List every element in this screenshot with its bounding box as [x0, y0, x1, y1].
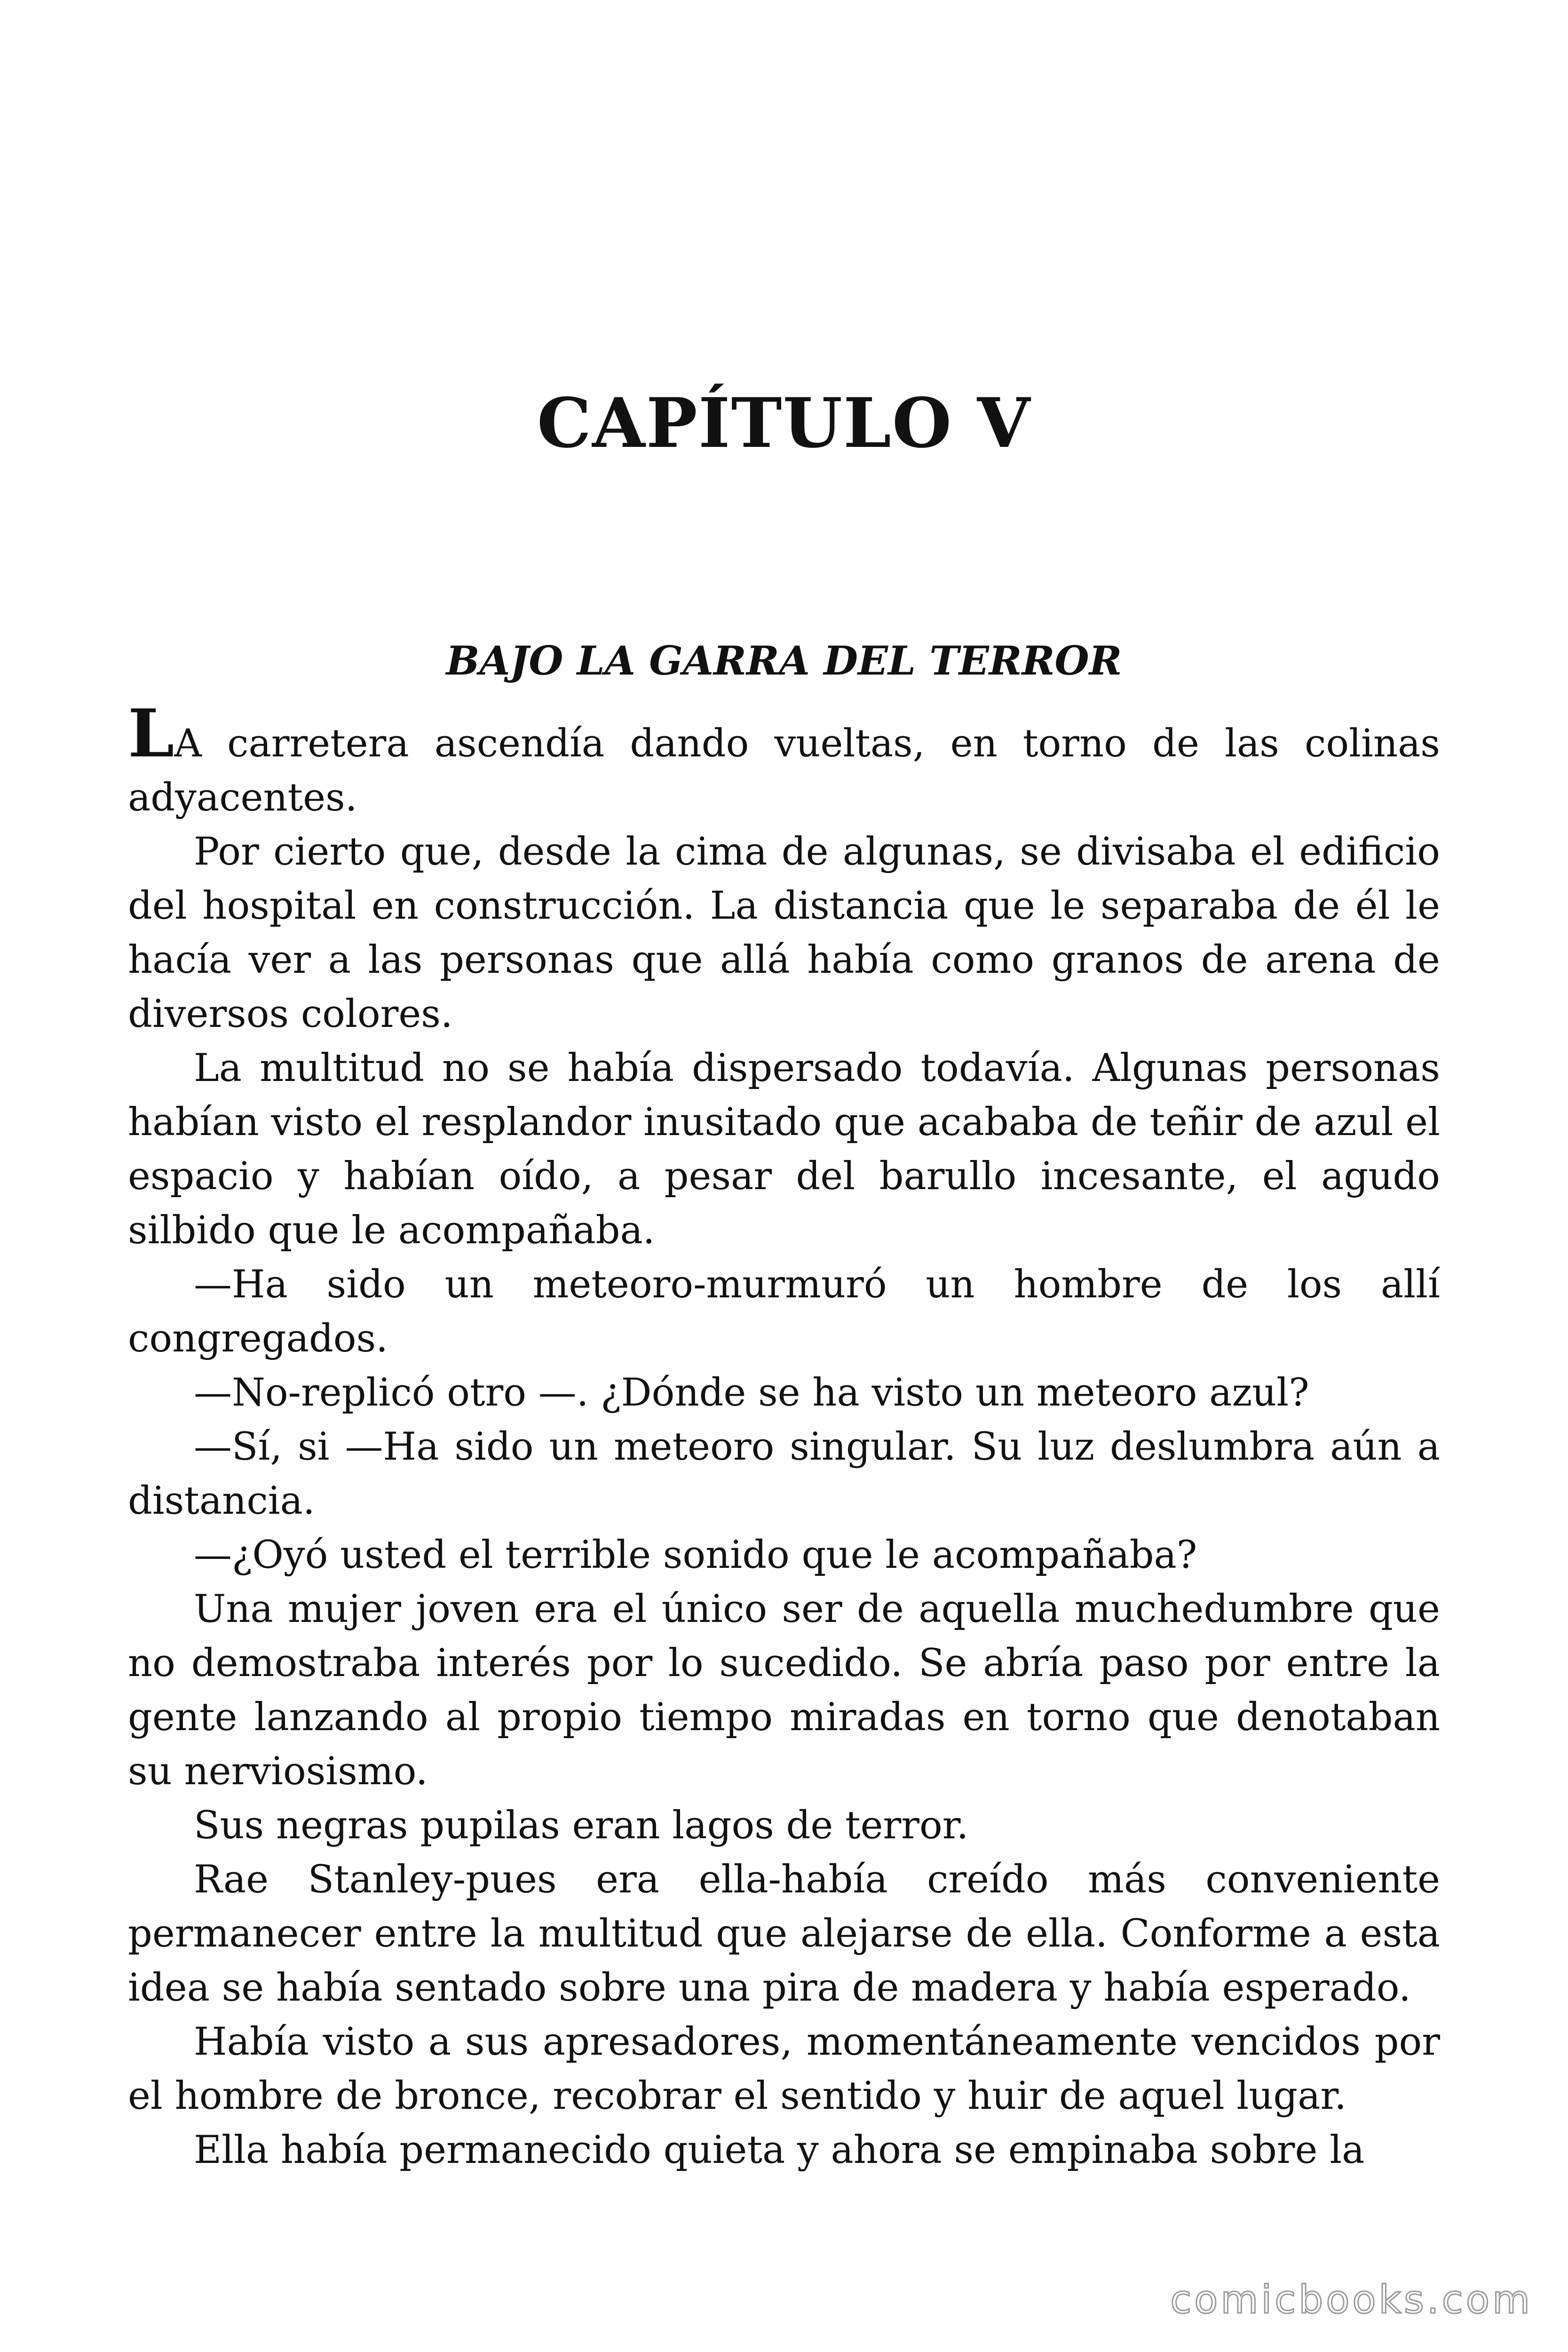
- paragraph: Había visto a sus apresadores, momentáneamente vencidos por el hombre de bronce, recobrar el sentido y huir de aquel lugar.: [128, 2020, 1440, 2118]
- paragraph: Sus negras pupilas eran lagos de terror.: [194, 1804, 969, 1848]
- paragraph: Ella había permanecido quieta y ahora se empinaba sobre la: [194, 2128, 1365, 2172]
- dialogue-line: —Sí, si —Ha sido un meteoro singular. Su luz deslumbra aún a distancia.: [128, 1425, 1440, 1523]
- chapter-title: CAPÍTULO V: [537, 383, 1031, 463]
- chapter-body: [128, 695, 1440, 2177]
- paragraph: Una mujer joven era el único ser de aquella muchedumbre que no demostraba interés por lo sucedido. Se abría paso por entre la gente lanzando al propio tiempo miradas en torno que denotaban su nerviosismo.: [128, 1587, 1440, 1794]
- watermark-logo: comicbooks.com: [1170, 2278, 1533, 2322]
- dialogue-line: —¿Oyó usted el terrible sonido que le acompañaba?: [194, 1533, 1197, 1577]
- paragraph: Rae Stanley-pues era ella-había creído más conveniente permanecer entre la multitud que alejarse de ella. Conforme a esta idea se había sentado sobre una pira de madera y había esperado.: [128, 1858, 1440, 2010]
- dialogue-line: —No-replicó otro —. ¿Dónde se ha visto un meteoro azul?: [194, 1371, 1309, 1415]
- paragraph-first: [128, 695, 1440, 825]
- paragraph-first-text: A carretera ascendía dando vueltas, en torno de las colinas adyacentes.: [128, 722, 1440, 820]
- chapter-subtitle: BAJO LA GARRA DEL TERROR: [446, 637, 1122, 684]
- paragraph: La multitud no se había dispersado todavía. Algunas personas habían visto el resplandor inusitado que acababa de teñir de azul el espacio y habían oído, a pesar del barullo incesante, el agudo silbido que le acompañaba.: [128, 1046, 1440, 1253]
- drop-cap: L: [128, 695, 174, 772]
- paragraph: Por cierto que, desde la cima de algunas, se divisaba el edificio del hospital en construcción. La distancia que le separaba de él le hacía ver a las personas que allá había como granos de arena de diversos colores.: [128, 830, 1440, 1036]
- dialogue-line: —Ha sido un meteoro-murmuró un hombre de los allí congregados.: [128, 1263, 1440, 1361]
